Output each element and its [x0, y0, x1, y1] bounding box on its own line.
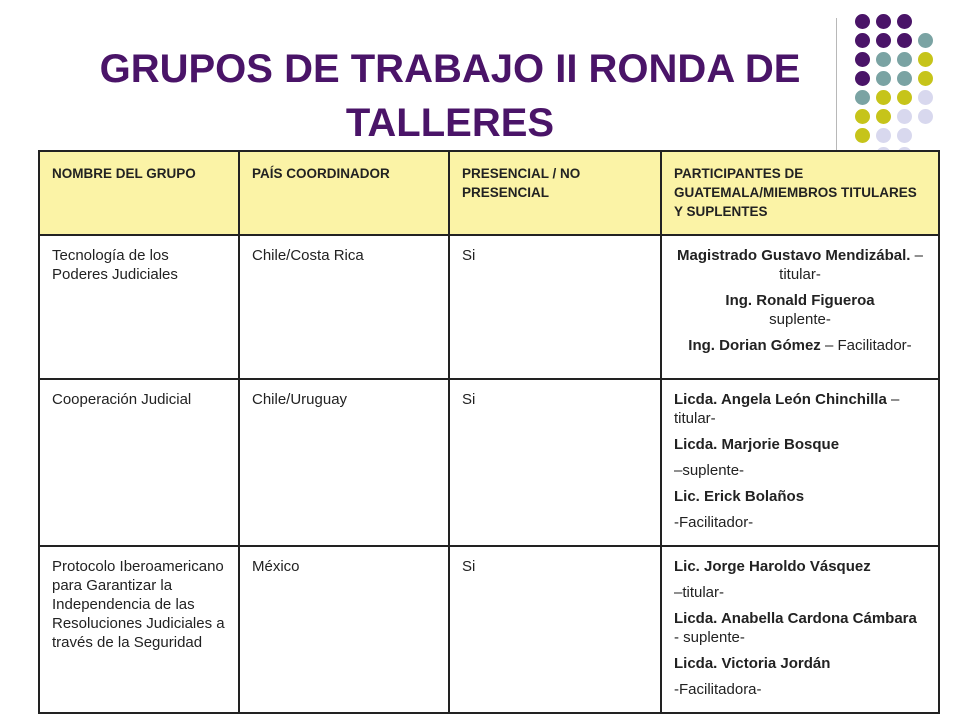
cell-presencial: Si — [449, 546, 661, 713]
dot — [855, 14, 870, 29]
title-divider — [836, 18, 837, 152]
participant-name: Licda. Anabella Cardona Cámbara — [674, 610, 917, 627]
participant-role: – titular- — [674, 391, 900, 427]
cell-participants — [661, 235, 939, 379]
participant-role: -Facilitadora- — [674, 681, 762, 698]
page-title: GRUPOS DE TRABAJO II RONDA DE TALLERES — [99, 47, 801, 145]
participant-name: Licda. Marjorie Bosque — [674, 436, 840, 453]
cell-country: Chile/Uruguay — [239, 379, 449, 546]
participant-name: Ing. Dorian Gómez — [688, 337, 821, 354]
cell-country: Chile/Costa Rica — [239, 235, 449, 379]
cell-participants — [661, 379, 939, 546]
participant-name: Ing. Ronald Figueroa — [725, 292, 875, 309]
decorative-dot-grid — [850, 14, 960, 154]
participant-role: -Facilitador- — [674, 514, 754, 531]
cell-group-name: Tecnología de los Poderes Judiciales — [39, 235, 239, 379]
dot — [918, 90, 933, 105]
header-presencial: PRESENCIAL / NO PRESENCIAL — [449, 151, 661, 235]
header-group-name: NOMBRE DEL GRUPO — [39, 151, 239, 235]
table-header-row — [39, 151, 939, 235]
participant-role: – Facilitador- — [820, 337, 912, 354]
dot — [897, 14, 912, 29]
dot — [876, 90, 891, 105]
dot — [876, 109, 891, 124]
dot — [855, 90, 870, 105]
cell-group-name: Protocolo Iberoamericano para Garantizar la Independencia de las Resoluciones Judiciales a través de la Seguridad — [39, 546, 239, 713]
dot — [897, 52, 912, 67]
working-groups-table — [38, 150, 940, 714]
header-participants: PARTICIPANTES DE GUATEMALA/MIEMBROS TITULARES Y SUPLENTES — [661, 151, 939, 235]
dot — [897, 128, 912, 143]
participant-role: –suplente- — [674, 462, 745, 479]
participant-titular — [674, 246, 926, 284]
participant-name: Lic. Jorge Haroldo Vásquez — [674, 558, 871, 575]
dot — [876, 14, 891, 29]
participant-suplente — [674, 609, 926, 647]
dot — [918, 109, 933, 124]
cell-presencial: Si — [449, 379, 661, 546]
participant-suplente — [674, 291, 926, 329]
dot — [855, 128, 870, 143]
dot — [897, 33, 912, 48]
cell-country: México — [239, 546, 449, 713]
dot — [876, 71, 891, 86]
dot — [876, 52, 891, 67]
participant-titular — [674, 390, 926, 428]
participant-facilitador-name — [674, 487, 926, 506]
participant-name: Licda. Victoria Jordán — [674, 655, 831, 672]
participant-titular-name — [674, 557, 926, 576]
participant-name: Licda. Angela León Chinchilla — [674, 391, 887, 408]
header-country: PAÍS COORDINADOR — [239, 151, 449, 235]
participant-suplente-name — [674, 435, 926, 454]
participant-suplente-role — [674, 461, 926, 480]
table-row — [39, 379, 939, 546]
participant-role: - suplente- — [674, 629, 745, 646]
participant-role: –titular- — [674, 584, 725, 601]
participant-facilitador-role — [674, 513, 926, 532]
dot — [918, 33, 933, 48]
participant-name: Lic. Erick Bolaños — [674, 488, 805, 505]
participant-facilitadora-role — [674, 680, 926, 699]
cell-participants — [661, 546, 939, 713]
dot — [897, 71, 912, 86]
dot — [897, 90, 912, 105]
dot — [918, 52, 933, 67]
dot — [918, 71, 933, 86]
dot — [855, 52, 870, 67]
participant-name: Magistrado Gustavo Mendizábal. — [677, 247, 911, 264]
cell-presencial: Si — [449, 235, 661, 379]
participant-role: –titular- — [779, 247, 923, 283]
table-row — [39, 546, 939, 713]
participant-titular-role — [674, 583, 926, 602]
dot — [876, 128, 891, 143]
cell-group-name: Cooperación Judicial — [39, 379, 239, 546]
table-row — [39, 235, 939, 379]
participant-facilitadora-name — [674, 654, 926, 673]
dot — [876, 33, 891, 48]
dot — [855, 109, 870, 124]
dot — [855, 71, 870, 86]
dot — [897, 109, 912, 124]
participant-role: suplente- — [769, 311, 831, 328]
dot — [855, 33, 870, 48]
participant-facilitador — [674, 336, 926, 355]
